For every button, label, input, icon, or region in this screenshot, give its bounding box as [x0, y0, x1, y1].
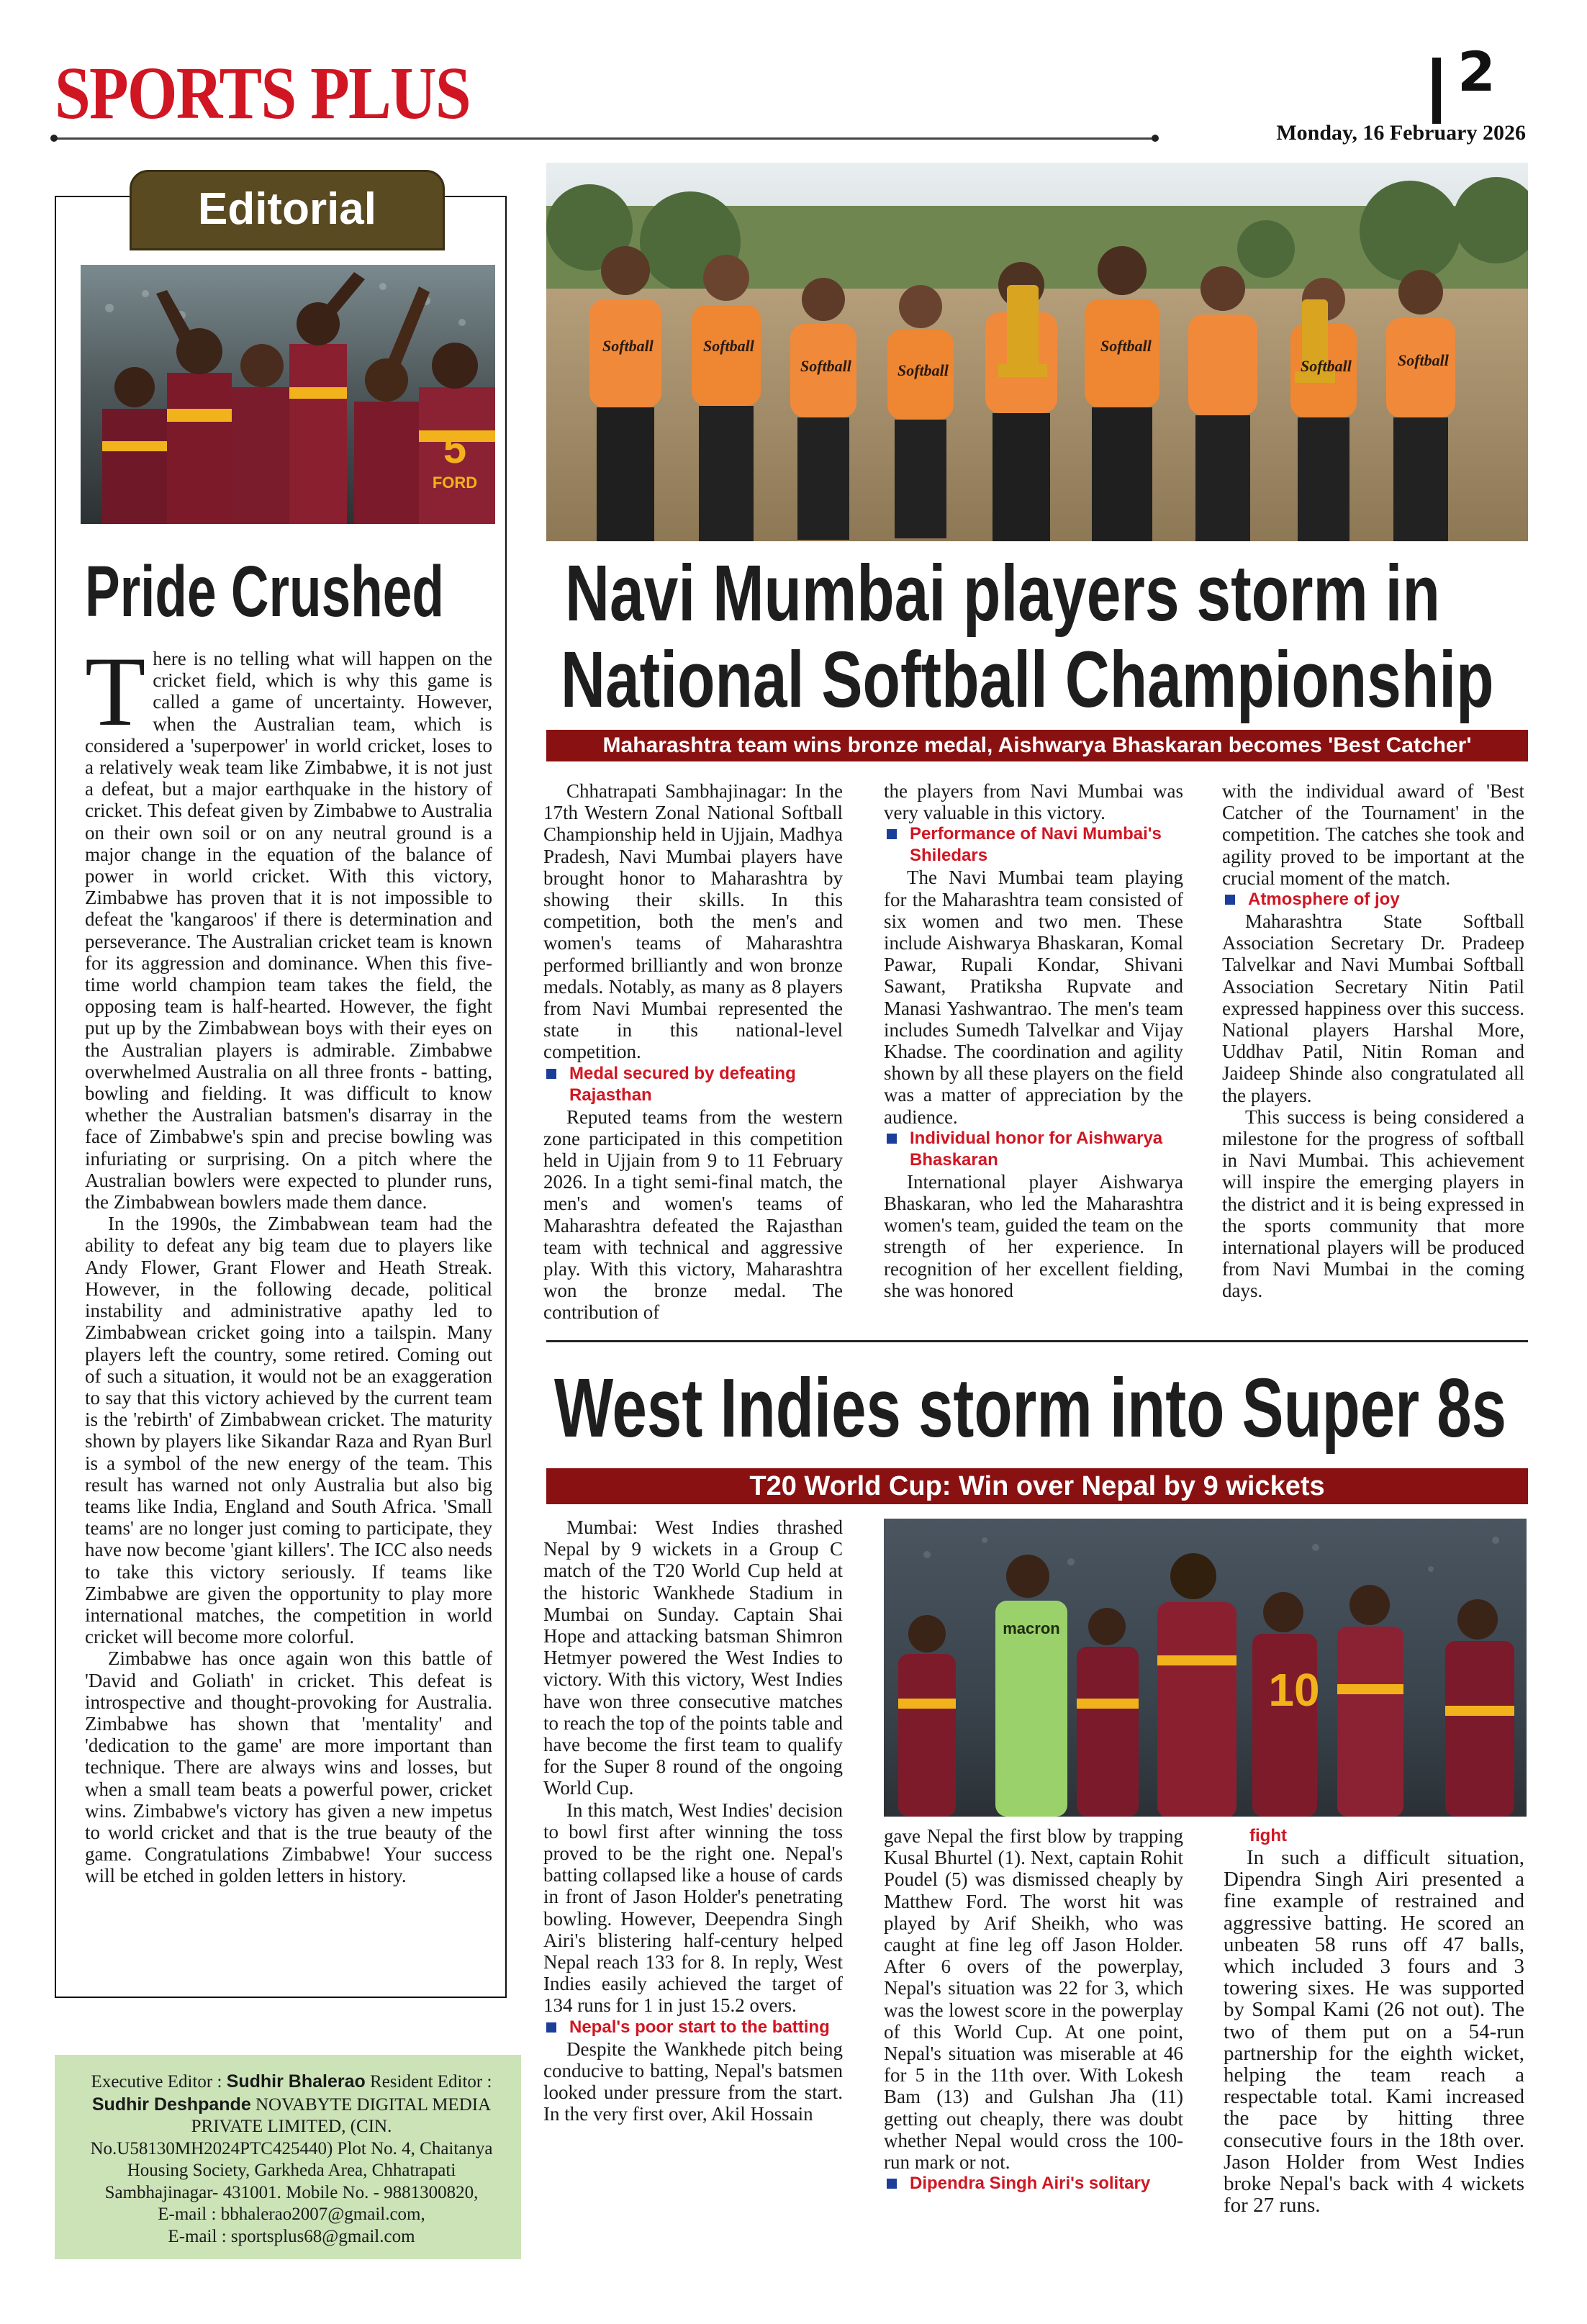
softball-paragraph: Reputed teams from the western zone participated in this competition held in Ujjain from 9 to 11 February 2026. In a tight semi-final match, the men's and women's teams of Maharashtra defeated the Rajasthan team with technical and aggressive play. With this victory, Maharashtra won the bronze medal. The contribution of [543, 1106, 843, 1324]
imprint-box [55, 2055, 521, 2259]
softball-paragraph: This success is being considered a milestone for the progress of softball in Navi Mumbai. This achievement will inspire the emerging players in the district and it is being expressed in the sports community that more international players will be produced from Navi Mumbai in the coming days. [1222, 1106, 1524, 1302]
westindies-paragraph: Mumbai: West Indies thrashed Nepal by 9 wickets in a Group C match of the T20 World Cup held at the historic Wankhede Stadium in Mumbai on Sunday. Captain Shai Hope and attacking batsman Shimron Hetmyer powered the West Indies to victory. With this victory, West Indies have won three consecutive matches to reach the top of the points table and have become the first team to qualify for the Super 8 round of the ongoing World Cup. [543, 1516, 843, 1799]
jersey-text: Softball [1398, 351, 1449, 369]
rule-dot-left [50, 135, 58, 142]
exec-editor-name: Sudhir Bhalerao [226, 2071, 366, 2092]
bib-sponsor-text: macron [1003, 1619, 1060, 1637]
westindies-subhead-banner: T20 World Cup: Win over Nepal by 9 wickets [546, 1468, 1528, 1504]
editorial-jersey-name: FORD [432, 474, 478, 492]
page-number-bar [1432, 58, 1441, 124]
softball-column-3 [1222, 780, 1524, 1302]
softball-subhead-banner: Maharashtra team wins bronze medal, Aishwarya Bhaskaran becomes 'Best Catcher' [546, 730, 1528, 761]
westindies-column-1 [543, 1516, 843, 2125]
jersey-text: Softball [1301, 357, 1352, 375]
softball-subheading: Medal secured by defeating Rajasthan [543, 1063, 843, 1106]
softball-headline-line2: National Softball Championship [561, 636, 1494, 724]
softball-paragraph: with the individual award of 'Best Catcher of the Tournament' in the competition. The catches she took and agility proved to be important at the crucial moment of the match. [1222, 780, 1524, 889]
westindies-paragraph: gave Nepal the first blow by trapping Kusal Bhurtel (1). Next, captain Rohit Poudel (5) was dismissed cheaply by Matthew Ford. The worst hit was played by Arif Sheikh, who was caught at fine leg off Jason Holder. After 6 overs of the powerplay, Nepal's situation was 22 for 3, which was the lowest score in the powerplay of this World Cup. At one point, Nepal's situation was miserable at 46 for 5 in the 11th over. With Lokesh Bam (13) and Gulshan Jha (11) getting out cheaply, there was doubt whether Nepal would cross the 100-run mark or not. [884, 1825, 1183, 2174]
westindies-subheading: Nepal's poor start to the batting [543, 2017, 843, 2038]
editorial-headline: Pride Crushed [85, 551, 444, 632]
westindies-column-2 [884, 1825, 1183, 2194]
resident-editor-label: Resident Editor : [370, 2072, 492, 2092]
editorial-drop-cap: T [85, 636, 146, 746]
rule-dot-right [1152, 135, 1159, 142]
section-divider [546, 1340, 1528, 1342]
softball-paragraph: International player Aishwarya Bhaskaran, who led the Maharashtra women's team, guided the team on the strength of her experience. In recognition of her excellent fielding, she was honored [884, 1170, 1183, 1301]
softball-paragraph: Chhatrapati Sambhajinagar: In the 17th Western Zonal National Softball Championship held in Ujjain, Madhya Pradesh, Navi Mumbai players have brought honor to Maharashtra by showing their skills. In this competition, both the men's and women's teams of Maharashtra performed brilliantly and won bronze medals. Notably, as many as 8 players from Navi Mumbai represented the state in this national-level competition. [543, 780, 843, 1063]
softball-subheading: Individual honor for Aishwarya Bhaskaran [884, 1128, 1183, 1171]
editorial-tab: Editorial [130, 170, 445, 250]
editorial-paragraph: here is no telling what will happen on the cricket field, which is why this game is called a game of uncertainty. However, when the Australian team, which is considered a 'superpower' in world cricket, loses to a relatively weak team like Zimbabwe, it is not just a defeat, but a major earthquake in the history of cricket. This defeat given by Zimbabwe to Australia on their own soil or on any neutral ground is a major change in the equation of the balance of power in world cricket. With this victory, Zimbabwe has proven that it is not impossible to defeat the 'kangaroos' if there is determination and perseverance. The Australian cricket team is known for its aggression and dominance. When this five-time world champion team takes the field, the opposing team is half-hearted. However, the fight put up by the Zimbabwean boys with their eyes on the Australian players is admirable. Zimbabwe overwhelmed Australia on all three fronts - batting, bowling and fielding. It was difficult to know whether the Australian batsmen's disarray in the face of Zimbabwe's spin and precise bowling was infuriating or surprising. On a pitch where the Australian bowlers were expected to plunder runs, the Zimbabwean bowlers made them dance. [85, 648, 492, 1213]
softball-paragraph: the players from Navi Mumbai was very valuable in this victory. [884, 780, 1183, 824]
jersey-text: Softball [898, 361, 949, 379]
westindies-photo [884, 1519, 1527, 1817]
softball-column-1 [543, 780, 843, 1324]
editorial-photo [81, 265, 495, 524]
westindies-headline: West Indies storm into Super 8s [554, 1361, 1507, 1455]
page-number: 2 [1457, 40, 1496, 104]
exec-editor-label: Executive Editor : [91, 2072, 222, 2092]
jersey-text: Softball [703, 337, 754, 355]
masthead-title: SPORTS PLUS [55, 52, 470, 135]
softball-paragraph: The Navi Mumbai team playing for the Maharashtra team consisted of six women and two men. These include Aishwarya Bhaskaran, Komal Pawar, Rupali Kondar, Shivani Sawant, Pratiksha Rupvate and Manasi Yashwantrao. The men's team includes Sumedh Talvelkar and Vijay Khadse. The coordination and agility shown by all these players on the field was a matter of appreciation by the audience. [884, 867, 1183, 1128]
westindies-column-3 [1224, 1825, 1524, 2216]
westindies-paragraph: In this match, West Indies' decision to bowl first after winning the toss proved to be the right one. Nepal's batting collapsed like a house of cards in front of Jason Holder's penetrating bowling. However, Deependra Singh Airi's blistering half-century helped Nepal reach 133 for 8. In reply, West Indies easily achieved the target of 134 runs for 1 in just 15.2 overs. [543, 1799, 843, 2017]
editorial-body [85, 636, 492, 1887]
editorial-jersey-number: 5 [443, 425, 467, 472]
imprint-text: NOVABYTE DIGITAL MEDIA PRIVATE LIMITED, (CIN. No.U58130MH2024PTC425440) Plot No. 4, Chaitanya Housing Society, Garkheda Area, Chhatrapati Sambhajinagar- 431001. Mobile No. - 9881300820, [90, 2094, 493, 2202]
softball-team-photo [546, 163, 1528, 541]
jersey-text: Softball [602, 337, 654, 355]
westindies-subheading-continued: fight [1249, 1826, 1287, 1845]
jersey-text: Softball [1100, 337, 1152, 355]
masthead-rule [55, 137, 1156, 140]
resident-editor-name: Sudhir Deshpande [91, 2094, 251, 2115]
westindies-paragraph: Despite the Wankhede pitch being conducive to batting, Nepal's batsmen looked under pressure from the start. In the very first over, Akil Hossain [543, 2038, 843, 2125]
westindies-subheading: Dipendra Singh Airi's solitary [884, 2173, 1183, 2194]
westindies-jersey-number: 10 [1268, 1664, 1320, 1716]
softball-subheading: Performance of Navi Mumbai's Shiledars [884, 823, 1183, 867]
issue-date: Monday, 16 February 2026 [1276, 121, 1526, 145]
softball-headline-line1: Navi Mumbai players storm in [565, 549, 1440, 638]
editorial-paragraph: Zimbabwe has once again won this battle of 'David and Goliath' in cricket. This defeat is introspective and thought-provoking for Australia. Zimbabwe has shown that 'mentality' and 'dedication to the game' are more important than technique. There are always wins and losses, but when a small team beats a powerful power, cricket wins. Zimbabwe's victory has given a new impetus to world cricket and that is the true beauty of the game. Congratulations Zimbabwe! Your success will be etched in golden letters in history. [85, 1647, 492, 1887]
softball-column-2 [884, 780, 1183, 1301]
jersey-text: Softball [800, 357, 851, 375]
imprint-email-1: E-mail : bbhalerao2007@gmail.com, [158, 2205, 425, 2224]
imprint-email-2: E-mail : sportsplus68@gmail.com [168, 2226, 415, 2246]
softball-subheading: Atmosphere of joy [1222, 889, 1524, 910]
editorial-paragraph: In the 1990s, the Zimbabwean team had the ability to defeat any big team due to players like Andy Flower, Grant Flower and Heath Streak. However, in the following decade, political instability and administrative apathy led to Zimbabwean cricket going into a tailspin. Many players left the country, some retired. Coming out of such a situation, it would not be an exaggeration to say that this victory achieved by the current team is the 'rebirth' of Zimbabwean cricket. The maturity shown by players like Sikandar Raza and Ryan Burl is a symbol of the new energy of the team. This result has warned not only Australia but also big teams like India, England and South Africa. 'Small teams' are no longer just coming to participate, they have now become 'giant killers'. The ICC also needs to take this victory seriously. If teams like Zimbabwe are given the opportunity to play more international matches, the competition in world cricket will become more colorful. [85, 1213, 492, 1648]
westindies-paragraph: In such a difficult situation, Dipendra Singh Airi presented a fine example of restrained and aggressive batting. He scored an unbeaten 58 runs off 47 balls, which included 3 fours and 3 towering sixes. He was supported by Sompal Kami (26 not out). The two of them put on a 54-run partnership for the eighth wicket, helping the team reach a respectable total. Kami increased the pace by hitting three consecutive fours in the 18th over. Jason Holder from West Indies broke Nepal's back with 4 wickets for 27 runs. [1224, 1846, 1524, 2217]
softball-paragraph: Maharashtra State Softball Association Secretary Dr. Pradeep Talvelkar and Navi Mumbai Softball Association Secretary Nitin Patil expressed happiness over this success. National players Harshal More, Uddhav Patil, Nitin Roman and Jaideep Shinde also congratulated all the players. [1222, 910, 1524, 1106]
